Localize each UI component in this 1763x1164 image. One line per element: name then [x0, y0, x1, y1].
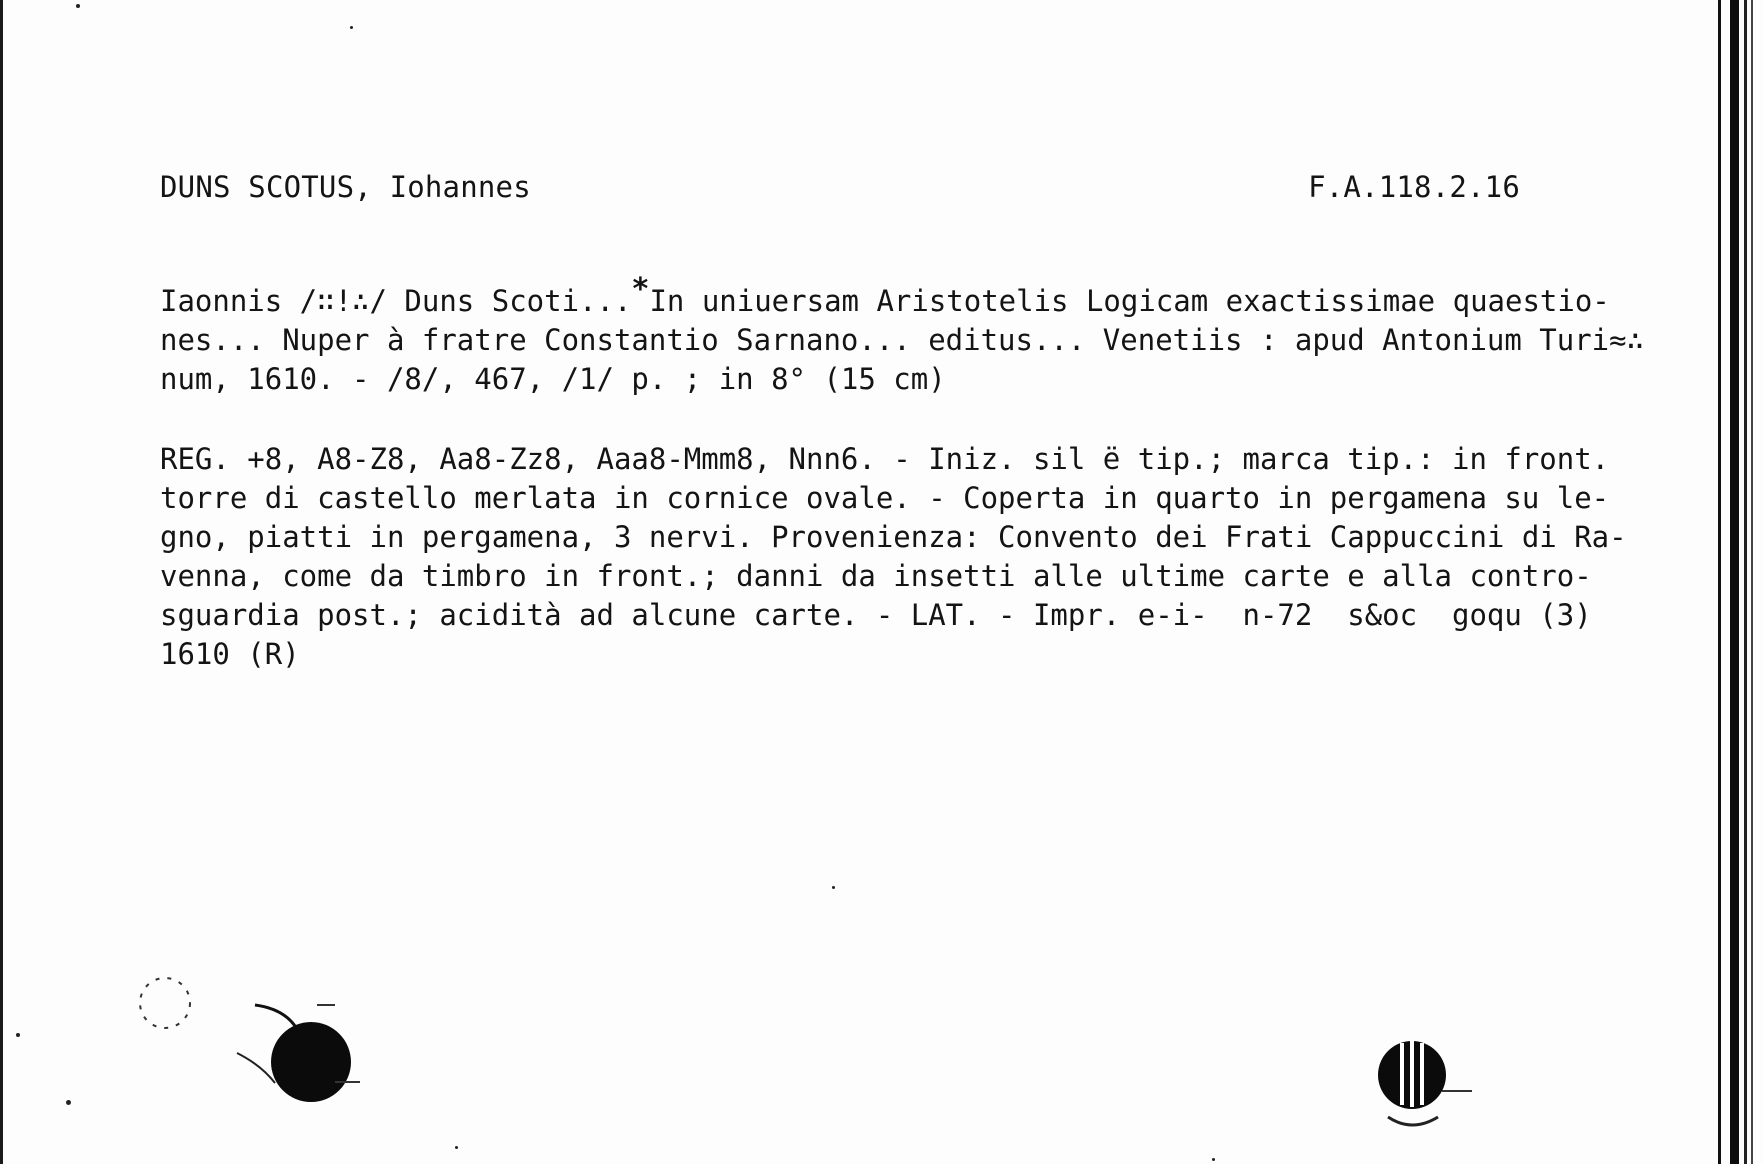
speck — [76, 4, 80, 8]
title-text: In uniuersam Aristotelis Logicam exactissimae quaestio- — [649, 284, 1610, 318]
speck — [832, 886, 835, 889]
punch-hole-outline-icon — [128, 968, 203, 1038]
note-line: torre di castello merlata in cornice ovale. - Coperta in quarto in pergamena su le- — [160, 481, 1610, 515]
punch-hole-right-icon — [1360, 1025, 1480, 1135]
speck — [350, 26, 353, 29]
speck — [455, 1146, 458, 1149]
punch-hole-left-icon — [235, 995, 365, 1110]
card-left-edge — [0, 0, 3, 1164]
card-heading — [160, 170, 1520, 204]
author-heading: DUNS SCOTUS, Iohannes — [160, 170, 531, 204]
notes-description — [160, 440, 1627, 674]
note-line: REG. +8, A8-Z8, Aa8-Zz8, Aaa8-Mmm8, Nnn6. - Iniz. sil ë tip.; marca tip.: in front. — [160, 442, 1610, 476]
speck — [66, 1100, 71, 1105]
title-text: nes... Nuper à fratre Constantio Sarnano... editus... Venetiis : apud Antonium Turi≈∴ — [160, 323, 1645, 357]
asterisk-mark: * — [631, 272, 650, 307]
shelfmark: F.A.118.2.16 — [1308, 170, 1520, 204]
title-line — [160, 272, 1610, 321]
speck — [16, 1033, 20, 1037]
edge-line — [1718, 0, 1721, 1164]
card-right-edge — [1718, 0, 1763, 1164]
edge-line — [1744, 0, 1747, 1164]
title-line — [160, 360, 1580, 399]
title-text: Iaonnis /∷!∴/ Duns Scoti... — [160, 284, 632, 318]
note-line: venna, come da timbro in front.; danni da insetti alle ultime carte e alla contro- — [160, 559, 1592, 593]
note-line: 1610 (R) — [160, 637, 300, 671]
title-text: num, 1610. - /8/, 467, /1/ p. ; in 8° (15 cm) — [160, 362, 946, 396]
note-line: sguardia post.; acidità ad alcune carte. - LAT. - Impr. e-i- n-72 s&oc goqu (3) — [160, 598, 1592, 632]
title-description — [160, 272, 1645, 399]
title-line — [160, 321, 1645, 360]
edge-line — [1730, 0, 1739, 1164]
speck — [1212, 1158, 1215, 1161]
note-line: gno, piatti in pergamena, 3 nervi. Provenienza: Convento dei Frati Cappuccini di Ra- — [160, 520, 1627, 554]
edge-line — [1751, 0, 1753, 1164]
